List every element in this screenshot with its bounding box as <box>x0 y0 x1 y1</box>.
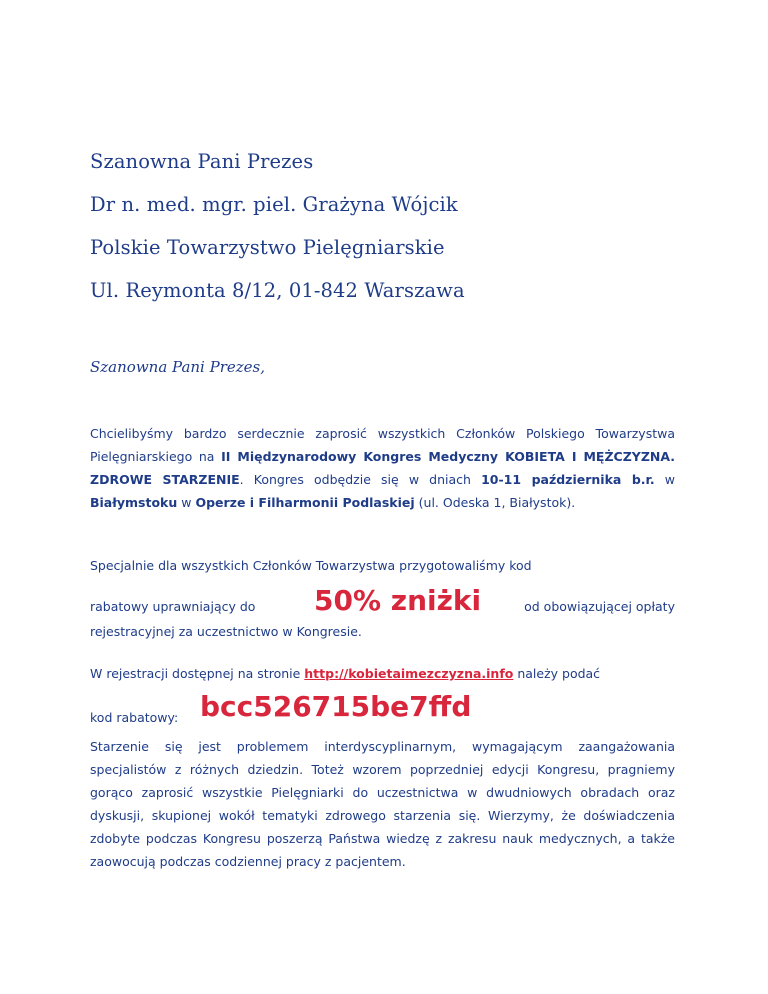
congress-website-link[interactable]: http://kobietaimezczyzna.info <box>304 666 514 681</box>
closing-paragraph: Starzenie się jest problemem interdyscyplinarnym, wymagającym zaangażowania specjalistów z różnych dziedzin. Toteż wzorem poprzedniej edycji Kongresu, pragniemy gorąco zaprosić wszystkie Pielęgniarki do uczestnictwa w dwudniowych obradach oraz dyskusji, skupionej wokół tematyki zdrowego starzenia się. Wierzymy, że doświadczenia zdobyte podczas Kongresu poszerzą Państwa wiedzę z zakresu nauk medycznych, a także zaowocują podczas codziennej pracy z pacjentem. <box>90 739 675 869</box>
recipient-organization: Polskie Towarzystwo Pielęgniarskie <box>90 236 445 259</box>
registration-line-2 <box>90 690 675 730</box>
recipient-address <box>90 148 465 320</box>
p1-text-5: (ul. Odeska 1, Białystok). <box>414 495 576 510</box>
discount-text-before: rabatowy uprawniający do <box>90 599 256 614</box>
discount-amount: 50% zniżki <box>314 584 482 617</box>
invitation-paragraph <box>90 422 675 514</box>
congress-city: Białymstoku <box>90 495 178 510</box>
congress-name: II Międzynarodowy Kongres Medyczny KOBIETA I MĘŻCZYZNA. ZDROWE STARZENIE <box>90 449 676 487</box>
discount-paragraph <box>90 554 675 639</box>
registration-text-after: należy podać <box>513 666 601 681</box>
p1-text-1: Chcielibyśmy bardzo serdecznie zaprosić wszystkich Członków Polskiego Towarzystwa Pielęgniarskiego na <box>90 426 675 464</box>
recipient-street: Ul. Reymonta 8/12, 01-842 Warszawa <box>90 279 465 302</box>
salutation: Szanowna Pani Prezes, <box>90 358 265 376</box>
p1-text-3: w <box>654 472 676 487</box>
recipient-name: Dr n. med. mgr. piel. Grażyna Wójcik <box>90 193 458 216</box>
discount-text-after: od obowiązującej opłaty <box>524 599 675 614</box>
registration-line-1 <box>90 662 675 685</box>
discount-line-2 <box>90 584 675 620</box>
congress-venue: Operze i Filharmonii Podlaskiej <box>195 495 415 510</box>
registration-text-before: W rejestracji dostępnej na stronie <box>90 666 305 681</box>
discount-code: bcc526715be7ffd <box>200 690 472 723</box>
discount-line-1: Specjalnie dla wszystkich Członków Towarzystwa przygotowaliśmy kod <box>90 558 532 573</box>
congress-dates: 10-11 października b.r. <box>481 472 655 487</box>
p1-text-4: w <box>177 495 196 510</box>
p1-text-2: . Kongres odbędzie się w dniach <box>239 472 482 487</box>
registration-paragraph <box>90 662 675 725</box>
discount-line-3: rejestracyjnej za uczestnictwo w Kongresie. <box>90 624 362 639</box>
discount-code-label: kod rabatowy: <box>90 710 179 725</box>
recipient-title: Szanowna Pani Prezes <box>90 150 314 173</box>
